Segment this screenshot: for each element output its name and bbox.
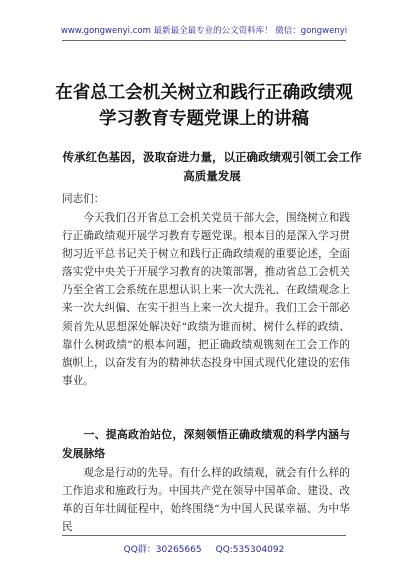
- header-divider: [62, 40, 346, 41]
- footer-divider: [62, 535, 346, 536]
- body-paragraph: 今天我们召开省总工会机关党员干部大会，围绕树立和践行正确政绩观开展学习教育专题党课。根本目的是深入学习贯彻习近平总书记关于树立和践行正确政绩观的重要论述，全面落实党中央关于开展学习教育的决策部署，推动省总工会机关乃至全省工会系统在思想认识上来一次大洗礼、在政绩观念上来一次大纠偏、在实干担当上来一次大提升。我们工会干部必须首先从思想深处解决好“政绩为谁而树、树什么样的政绩、靠什么树政绩”的根本问题，把正确政绩观镌刻在工会工作的旗帜上，以奋发有为的精神状态投身中国式现代化建设的宏伟事业。: [62, 212, 350, 387]
- body-paragraph: 观念是行动的先导。有什么样的政绩观，就会有什么样的工作追求和施政行为。中国共产党在领导中国革命、建设、改革的百年壮阔征程中，始终围绕“为中国人民谋幸福、为中华民: [62, 467, 350, 534]
- document-subtitle: 传承红色基因，汲取奋进力量，以正确政绩观引领工会工作高质量发展: [62, 150, 362, 183]
- salutation: 同志们：: [62, 193, 105, 205]
- section-heading: 一、提高政治站位，深刻领悟正确政绩观的科学内涵与发展脉络: [62, 428, 350, 460]
- document-title: 在省总工会机关树立和践行正确政绩观学习教育专题党课上的讲稿: [55, 83, 353, 129]
- footer-qq: QQ:535304092: [215, 545, 285, 555]
- footer-qq-group: QQ群：30265665: [123, 545, 202, 555]
- page-header: www.gongwenyi.com 最新最全最专业的公文资料库！ 微信：gongwenyi: [60, 26, 348, 36]
- page-footer: [0, 542, 408, 555]
